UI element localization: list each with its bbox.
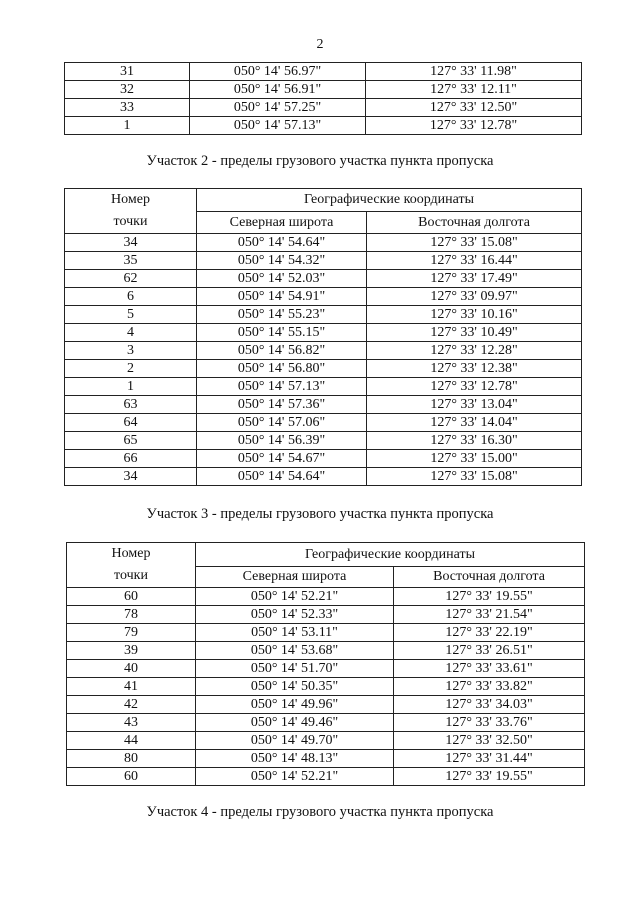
point-number-cell: 31 [65, 63, 190, 81]
point-number-cell: 43 [67, 714, 196, 732]
point-number-cell: 32 [65, 81, 190, 99]
latitude-cell: 050° 14' 56.39" [197, 432, 367, 450]
table-row [67, 732, 585, 750]
table-body [65, 234, 582, 486]
table-row [67, 606, 585, 624]
longitude-cell: 127° 33' 33.76" [394, 714, 585, 732]
longitude-cell: 127° 33' 16.44" [367, 252, 582, 270]
longitude-cell: 127° 33' 22.19" [394, 624, 585, 642]
point-number-header [67, 543, 196, 588]
latitude-cell: 050° 14' 52.03" [197, 270, 367, 288]
point-number-cell: 65 [65, 432, 197, 450]
latitude-cell: 050° 14' 56.82" [197, 342, 367, 360]
longitude-cell: 127° 33' 33.82" [394, 678, 585, 696]
latitude-cell: 050° 14' 57.06" [197, 414, 367, 432]
table-row [67, 714, 585, 732]
table-row [65, 360, 582, 378]
point-number-cell: 34 [65, 468, 197, 486]
latitude-cell: 050° 14' 52.21" [196, 768, 394, 786]
latitude-cell: 050° 14' 57.36" [197, 396, 367, 414]
page-number: 2 [316, 37, 324, 52]
table-row [67, 696, 585, 714]
geo-coordinates-header: Географические координаты [197, 189, 582, 212]
point-number-header-line2: точки [113, 214, 148, 229]
table-row [65, 396, 582, 414]
longitude-header: Восточная долгота [367, 212, 582, 234]
table-row [65, 342, 582, 360]
longitude-cell: 127° 33' 15.08" [367, 468, 582, 486]
table-row [65, 324, 582, 342]
latitude-cell: 050° 14' 54.67" [197, 450, 367, 468]
point-number-header-line2: точки [114, 568, 148, 583]
table-row [65, 270, 582, 288]
longitude-cell: 127° 33' 21.54" [394, 606, 585, 624]
point-number-cell: 4 [65, 324, 197, 342]
latitude-header: Северная широта [197, 212, 367, 234]
latitude-cell: 050° 14' 54.32" [197, 252, 367, 270]
longitude-cell: 127° 33' 12.78" [367, 378, 582, 396]
table-row [65, 432, 582, 450]
longitude-cell: 127° 33' 15.00" [367, 450, 582, 468]
table-row [65, 468, 582, 486]
longitude-cell: 127° 33' 15.08" [367, 234, 582, 252]
point-number-cell: 41 [67, 678, 196, 696]
point-number-cell: 40 [67, 660, 196, 678]
longitude-cell: 127° 33' 11.98" [366, 63, 582, 81]
longitude-cell: 127° 33' 12.38" [367, 360, 582, 378]
latitude-cell: 050° 14' 48.13" [196, 750, 394, 768]
point-number-cell: 6 [65, 288, 197, 306]
point-number-cell: 5 [65, 306, 197, 324]
longitude-cell: 127° 33' 13.04" [367, 396, 582, 414]
latitude-cell: 050° 14' 57.25" [190, 99, 366, 117]
latitude-cell: 050° 14' 56.91" [190, 81, 366, 99]
point-number-cell: 79 [67, 624, 196, 642]
latitude-cell: 050° 14' 53.68" [196, 642, 394, 660]
table-row [65, 117, 582, 135]
table-row [67, 768, 585, 786]
latitude-cell: 050° 14' 54.64" [197, 468, 367, 486]
table-row [67, 678, 585, 696]
longitude-cell: 127° 33' 12.78" [366, 117, 582, 135]
point-number-cell: 42 [67, 696, 196, 714]
point-number-cell: 80 [67, 750, 196, 768]
table-header [65, 189, 582, 234]
latitude-cell: 050° 14' 49.96" [196, 696, 394, 714]
table-row [65, 450, 582, 468]
latitude-header: Северная широта [196, 567, 394, 588]
latitude-cell: 050° 14' 49.70" [196, 732, 394, 750]
longitude-cell: 127° 33' 31.44" [394, 750, 585, 768]
longitude-cell: 127° 33' 12.28" [367, 342, 582, 360]
table-row [67, 660, 585, 678]
table-row [65, 306, 582, 324]
point-number-cell: 2 [65, 360, 197, 378]
longitude-cell: 127° 33' 12.50" [366, 99, 582, 117]
table-row [65, 252, 582, 270]
longitude-cell: 127° 33' 14.04" [367, 414, 582, 432]
point-number-cell: 60 [67, 588, 196, 606]
longitude-cell: 127° 33' 09.97" [367, 288, 582, 306]
table-body [65, 63, 582, 135]
latitude-cell: 050° 14' 50.35" [196, 678, 394, 696]
point-number-header [65, 189, 197, 234]
longitude-cell: 127° 33' 12.11" [366, 81, 582, 99]
point-number-cell: 3 [65, 342, 197, 360]
coordinates-table-continued [64, 62, 582, 135]
point-number-cell: 34 [65, 234, 197, 252]
longitude-cell: 127° 33' 10.49" [367, 324, 582, 342]
latitude-cell: 050° 14' 52.21" [196, 588, 394, 606]
latitude-cell: 050° 14' 53.11" [196, 624, 394, 642]
latitude-cell: 050° 14' 51.70" [196, 660, 394, 678]
table-row [67, 624, 585, 642]
point-number-cell: 35 [65, 252, 197, 270]
latitude-cell: 050° 14' 54.91" [197, 288, 367, 306]
section-3-coordinates-table [66, 542, 585, 786]
section-2-coordinates-table [64, 188, 582, 486]
table-row [65, 288, 582, 306]
point-number-cell: 78 [67, 606, 196, 624]
point-number-cell: 1 [65, 378, 197, 396]
table-row [65, 81, 582, 99]
point-number-header-line1: Номер [111, 192, 150, 207]
latitude-cell: 050° 14' 55.15" [197, 324, 367, 342]
table-row [67, 750, 585, 768]
point-number-cell: 62 [65, 270, 197, 288]
longitude-cell: 127° 33' 33.61" [394, 660, 585, 678]
latitude-cell: 050° 14' 56.80" [197, 360, 367, 378]
point-number-cell: 44 [67, 732, 196, 750]
geo-coordinates-header: Географические координаты [196, 543, 585, 567]
section-2-caption: Участок 2 - пределы грузового участка пункта пропуска [146, 153, 494, 169]
table-row [67, 642, 585, 660]
section-3-caption: Участок 3 - пределы грузового участка пункта пропуска [146, 506, 494, 522]
latitude-cell: 050° 14' 57.13" [190, 117, 366, 135]
latitude-cell: 050° 14' 54.64" [197, 234, 367, 252]
longitude-cell: 127° 33' 19.55" [394, 588, 585, 606]
longitude-cell: 127° 33' 26.51" [394, 642, 585, 660]
point-number-cell: 63 [65, 396, 197, 414]
longitude-cell: 127° 33' 10.16" [367, 306, 582, 324]
point-number-cell: 64 [65, 414, 197, 432]
latitude-cell: 050° 14' 49.46" [196, 714, 394, 732]
table-row [65, 414, 582, 432]
latitude-cell: 050° 14' 52.33" [196, 606, 394, 624]
table-header [67, 543, 585, 588]
latitude-cell: 050° 14' 56.97" [190, 63, 366, 81]
section-4-caption: Участок 4 - пределы грузового участка пункта пропуска [146, 804, 494, 820]
longitude-cell: 127° 33' 19.55" [394, 768, 585, 786]
point-number-header-line1: Номер [111, 546, 151, 561]
point-number-cell: 66 [65, 450, 197, 468]
table-row [65, 99, 582, 117]
table-row [67, 588, 585, 606]
longitude-cell: 127° 33' 16.30" [367, 432, 582, 450]
longitude-cell: 127° 33' 17.49" [367, 270, 582, 288]
point-number-cell: 60 [67, 768, 196, 786]
point-number-cell: 39 [67, 642, 196, 660]
table-row [65, 378, 582, 396]
table-row [65, 234, 582, 252]
longitude-cell: 127° 33' 32.50" [394, 732, 585, 750]
longitude-cell: 127° 33' 34.03" [394, 696, 585, 714]
latitude-cell: 050° 14' 57.13" [197, 378, 367, 396]
latitude-cell: 050° 14' 55.23" [197, 306, 367, 324]
table-row [65, 63, 582, 81]
longitude-header: Восточная долгота [394, 567, 585, 588]
point-number-cell: 1 [65, 117, 190, 135]
table-body [67, 588, 585, 786]
point-number-cell: 33 [65, 99, 190, 117]
